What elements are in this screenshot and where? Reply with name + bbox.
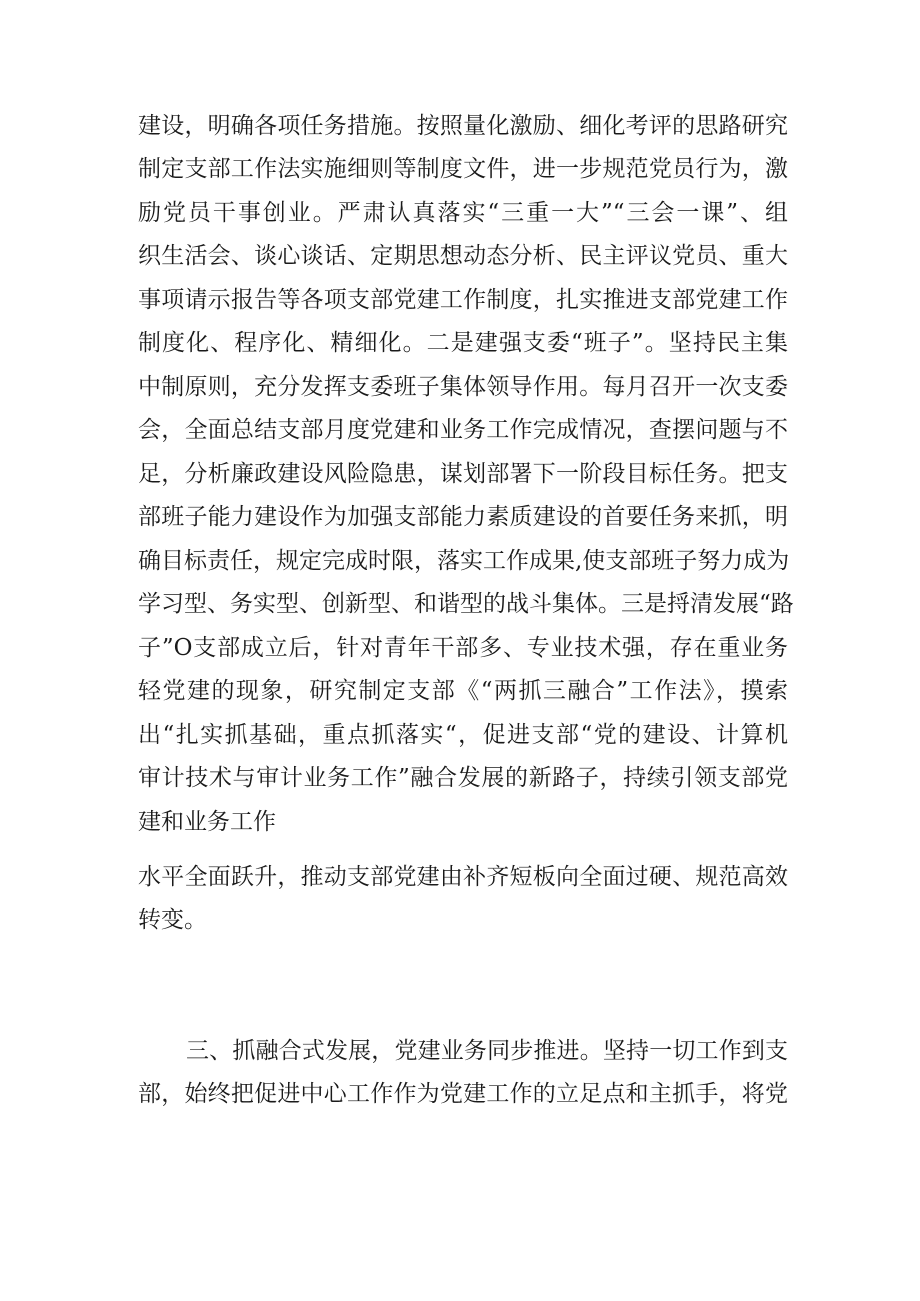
text-line: 部，始终把促进中心工作作为党建工作的立足点和主抓手，将党 [138,1081,788,1107]
text-line: 制度化、程序化、精细化。二是建强支委“班子”。坚持民主集 [138,330,788,356]
text-line: 建和业务工作 [138,809,276,835]
text-line: 水平全面跃升，推动支部党建由补齐短板向全面过硬、规范高效 [138,864,788,890]
text-line: 转变。 [138,907,207,933]
text-line: 学习型、务实型、创新型、和谐型的战斗集体。三是捋清发展“路 [138,591,794,617]
text-line: 励党员干事创业。严肃认真落实“三重一大”“三会一课”、组 [138,200,788,226]
text-line: 轻党建的现象，研究制定支部《“两抓三融合”工作法》，摸索 [138,678,788,704]
text-line: 部班子能力建设作为加强支部能力素质建设的首要任务来抓，明 [138,504,788,530]
text-line: 出“扎实抓基础，重点抓落实“，促进支部“党的建设、计算机 [138,722,788,748]
text-line: 子”O支部成立后，针对青年干部多、专业技术强，存在重业务 [138,635,788,661]
text-line: 中制原则，充分发挥支委班子集体领导作用。每月召开一次支委 [138,374,788,400]
text-line: 审计技术与审计业务工作”融合发展的新路子，持续引领支部党 [138,765,788,791]
text-line: 足，分析廉政建设风险隐患，谋划部署下一阶段目标任务。把支 [138,461,788,487]
text-line: 事项请示报告等各项支部党建工作制度，扎实推进支部党建工作 [138,287,788,313]
text-line: 确目标责任，规定完成时限，落实工作成果,使支部班子努力成为 [138,548,790,574]
text-line: 建设，明确各项任务措施。按照量化激励、细化考评的思路研究 [138,113,788,139]
text-line: 三、抓融合式发展，党建业务同步推进。坚持一切工作到支 [186,1038,788,1064]
text-line: 制定支部工作法实施细则等制度文件，进一步规范党员行为，激 [138,156,788,182]
text-line: 会，全面总结支部月度党建和业务工作完成情况，查摆问题与不 [138,417,788,443]
text-line: 织生活会、谈心谈话、定期思想动态分析、民主评议党员、重大 [138,243,788,269]
